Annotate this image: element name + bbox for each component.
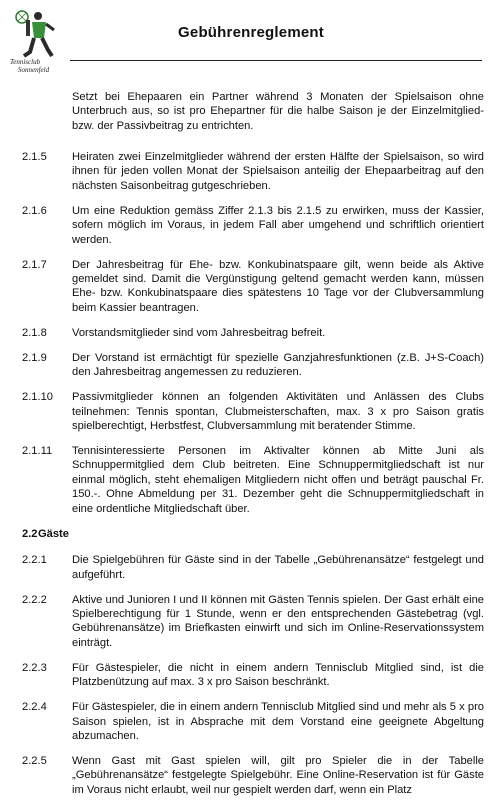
clause-number: 2.2.1 xyxy=(22,554,47,567)
clause-text: Tennisinteressierte Personen im Aktivalter können ab Mitte Juni als Schnuppermitglied dem Club beitreten. Eine Schnuppermitgliedschaft ist nur einmal möglich, steht ehemaligen Mitgliedern nicht offen und beträgt pauschal Fr. 150.-. Ohne Abmeldung per 31. Dezember geht die Schnuppermitgliedschaft in eine ordentliche Mitgliedschaft über. xyxy=(72,445,484,515)
svg-text:Tennisclub: Tennisclub xyxy=(10,58,41,66)
section-heading xyxy=(22,527,484,541)
clause-paragraph xyxy=(22,326,484,340)
clause-number: 2.2.4 xyxy=(22,701,47,714)
clause-text: Der Vorstand ist ermächtigt für spezielle Ganzjahresfunktionen (z.B. J+S-Coach) den Jahresbeitrag angemessen zu reduzieren. xyxy=(72,351,484,379)
clause-paragraph xyxy=(22,593,484,651)
clause-paragraph xyxy=(22,390,484,433)
clause-number: 2.1.5 xyxy=(22,151,47,164)
clause-paragraph xyxy=(22,553,484,582)
section-2-1 xyxy=(22,150,484,516)
clause-text: Aktive und Junioren I und II können mit Gästen Tennis spielen. Der Gast erhält eine Spielberechtigung für 1 Stunde, wenn er den entsprechenden Gästebetrag (vgl. Gebührenansätze) im Briefkasten einwirft und sich im Online-Reservationssystem einträgt. xyxy=(72,593,484,649)
clause-text: Um eine Reduktion gemäss Ziffer 2.1.3 bis 2.1.5 zu erwirken, muss der Kassier, sofern möglich im Voraus, in jedem Fall aber umgehend und schriftlich orientiert werden. xyxy=(72,204,484,246)
document-body xyxy=(22,90,484,808)
clause-number: 2.2.3 xyxy=(22,661,47,674)
paragraph-text: Setzt bei Ehepaaren ein Partner während 3 Monaten der Spielsaison ohne Unterbruch aus, so ist pro Ehepartner für die halbe Saison je der Einzelmitglied- bzw. der Passivbeitrag zu entrichten. xyxy=(72,91,484,132)
clause-number: 2.2.5 xyxy=(22,754,47,767)
clause-number: 2.1.9 xyxy=(22,351,47,364)
clause-number: 2.1.7 xyxy=(22,258,47,271)
clause-paragraph xyxy=(22,204,484,247)
clause-paragraph xyxy=(22,444,484,516)
section-title: Gäste xyxy=(38,527,69,540)
clause-number: 2.1.10 xyxy=(22,391,53,404)
clause-paragraph xyxy=(22,661,484,690)
clause-paragraph xyxy=(22,150,484,193)
svg-text:Sonnenfeld: Sonnenfeld xyxy=(18,66,50,74)
clause-number: 2.2.2 xyxy=(22,593,47,606)
header-divider xyxy=(70,60,482,61)
clause-paragraph xyxy=(22,754,484,797)
section-2-2 xyxy=(22,553,484,797)
clause-text: Passivmitglieder können an folgenden Aktivitäten und Anlässen des Clubs teilnehmen: Tennis spontan, Clubmeisterschaften, max. 3 x pro Saison gratis spielberechtigt, Herbstfest, Clubversammlung mit beratender Stimme. xyxy=(72,391,484,433)
clause-text: Wenn Gast mit Gast spielen will, gilt pro Spieler die in der Tabelle „Gebührenansätze“ festgelegte Spielgebühr. Eine Online-Reservation ist für Gäste im Voraus nicht erlaubt, weil nur gespielt werden darf, wenn ein Platz xyxy=(72,754,484,796)
clause-text: Für Gästespieler, die in einem andern Tennisclub Mitglied sind und mehr als 5 x pro Saison spielen, ist in Absprache mit dem Vorstand eine geeignete Abgeltung abzumachen. xyxy=(72,701,484,742)
clause-paragraph xyxy=(22,700,484,743)
clause-text: Heiraten zwei Einzelmitglieder während der ersten Hälfte der Spielsaison, so wird ihnen für jeden vollen Monat der Spielsaison anteilig der Ehepaarbeitrag auf den nächsten Saisonbeitrag gutgeschrieben. xyxy=(72,151,484,192)
clause-number: 2.1.8 xyxy=(22,326,47,339)
section-number: 2.2 xyxy=(22,527,38,540)
clause-paragraph xyxy=(22,351,484,380)
clause-number: 2.1.6 xyxy=(22,204,47,217)
clause-text: Die Spielgebühren für Gäste sind in der Tabelle „Gebührenansätze“ festgelegt und aufgeführt. xyxy=(72,554,484,581)
page-title: Gebührenreglement xyxy=(178,24,324,41)
clause-text: Vorstandsmitglieder sind vom Jahresbeitrag befreit. xyxy=(72,326,326,339)
continued-paragraph xyxy=(22,90,484,133)
clause-text: Für Gästespieler, die nicht in einem andern Tennisclub Mitglied sind, ist die Platzbenützung auf max. 3 x pro Saison beschränkt. xyxy=(72,661,484,689)
clause-text: Der Jahresbeitrag für Ehe- bzw. Konkubinatspaare gilt, wenn beide als Aktive gemeldet sind. Damit die Vergünstigung geltend gemacht werden kann, müssen Ehe- bzw. Konkubinatspaare dies spätestens 10 Tage vor der Clubversammlung beim Kassier beantragen. xyxy=(72,258,484,314)
clause-paragraph xyxy=(22,258,484,316)
clause-number: 2.1.11 xyxy=(22,445,53,458)
